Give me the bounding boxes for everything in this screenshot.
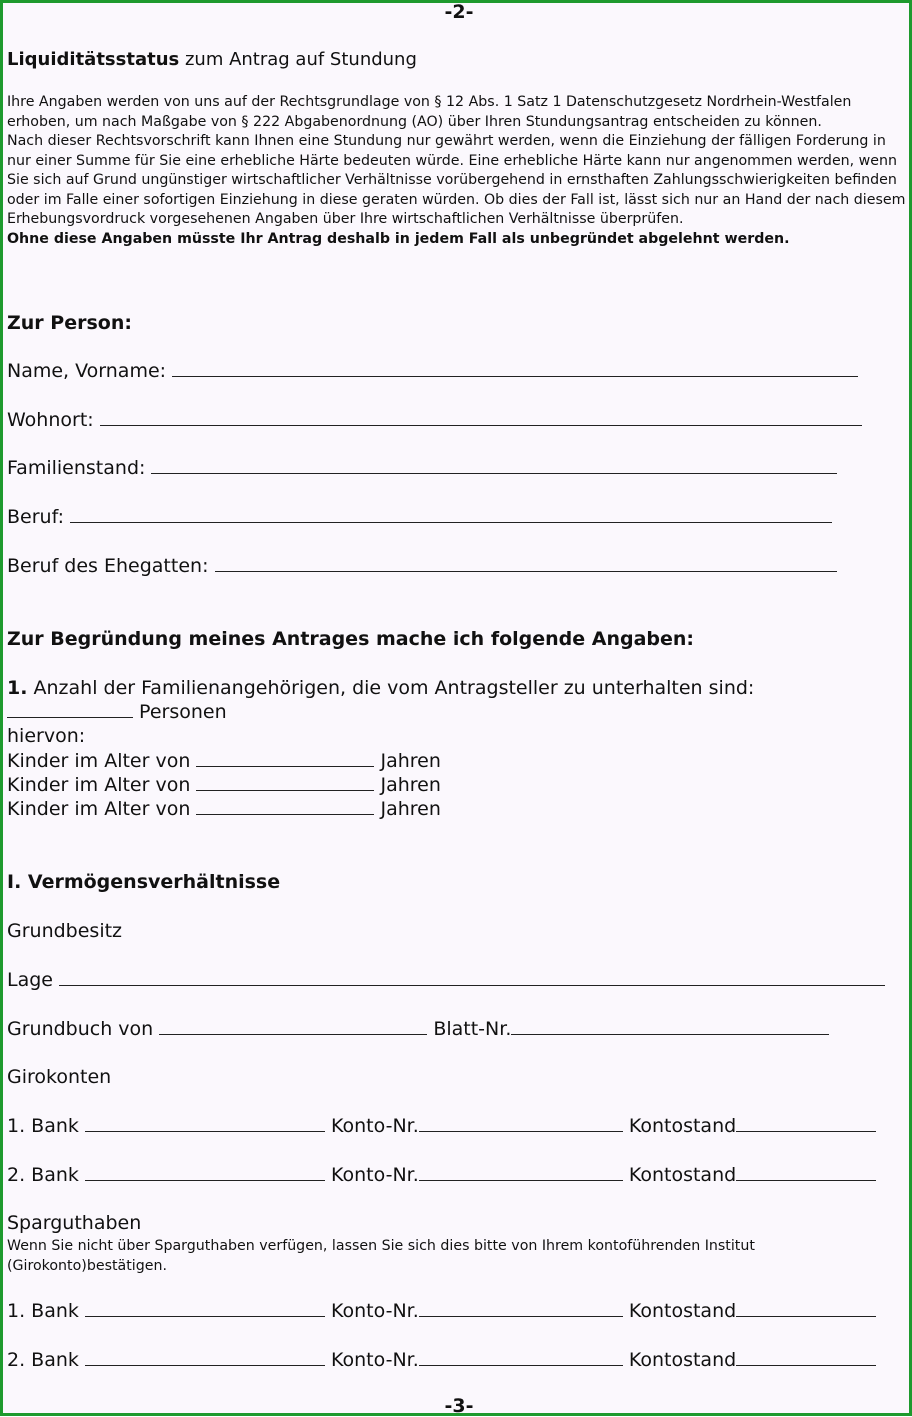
- blatt-label: Blatt-Nr.: [433, 1018, 512, 1040]
- grundbuch-input-line[interactable]: [159, 1033, 427, 1035]
- grundbuch-row: [7, 1018, 829, 1040]
- konto-label: Konto-Nr.: [330, 1164, 419, 1186]
- familienstand-label: Familienstand:: [7, 457, 146, 479]
- lage-input-line[interactable]: [59, 984, 885, 986]
- lage-row: [7, 969, 885, 991]
- kinder-row-1: [7, 750, 441, 772]
- question-1-number: 1.: [7, 677, 28, 699]
- spar-konto-input-1[interactable]: [419, 1315, 623, 1317]
- question-1-text: Anzahl der Familienangehörigen, die vom Antragsteller zu unterhalten sind:: [27, 677, 755, 699]
- spar-konto-input-2[interactable]: [419, 1364, 623, 1366]
- sparguthaben-note: Wenn Sie nicht über Sparguthaben verfügen, lassen Sie sich dies bitte von Ihrem kontoführenden Institut (Girokonto)bestätigen.: [7, 1238, 755, 1274]
- blatt-input-line[interactable]: [511, 1033, 829, 1035]
- beruf-ehegatte-label: Beruf des Ehegatten:: [7, 555, 209, 577]
- spar-kontostand-input-2[interactable]: [736, 1364, 876, 1366]
- sparguthaben-label: Sparguthaben: [7, 1212, 142, 1234]
- form-title: [7, 49, 417, 70]
- grundbuch-label: Grundbuch von: [7, 1018, 154, 1040]
- lage-label: Lage: [7, 969, 53, 991]
- name-input-line[interactable]: [172, 375, 858, 377]
- intro-paragraph-2: Nach dieser Rechtsvorschrift kann Ihnen eine Stundung nur gewährt werden, wenn die Einziehung der fälligen Forderung in nur einer Summe für Sie eine erhebliche Härte bedeuten würde. Eine erhebliche Härte kann nur angenommen werden, wenn Sie sich auf Grund ungünstiger wirtschaftlicher Verhältnisse vorübergehend in ernsthaften Zahlungsschwierigkeiten befinden oder im Falle einer sofortigen Einziehung in diese geraten würden. Ob dies der Fall ist, lässt sich nur an Hand der nach diesem Erhebungsvordruck vorgesehenen Angaben über Ihre wirtschaftlichen Verhältnisse überprüfen.: [7, 133, 906, 227]
- jahren-label: Jahren: [380, 798, 441, 820]
- wohnort-row: [7, 409, 862, 431]
- giro-bank-row-2: [7, 1164, 876, 1186]
- giro-kontostand-input-2[interactable]: [736, 1179, 876, 1181]
- beruf-input-line[interactable]: [70, 521, 832, 523]
- giro-kontostand-input-1[interactable]: [736, 1130, 876, 1132]
- beruf-row: [7, 506, 832, 528]
- giro-bank-input-1[interactable]: [85, 1130, 325, 1132]
- spar-bank-input-2[interactable]: [85, 1364, 325, 1366]
- beruf-ehegatte-row: [7, 555, 837, 577]
- kinder-label: Kinder im Alter von: [7, 774, 191, 796]
- beruf-label: Beruf:: [7, 506, 64, 528]
- bank-label: 1. Bank: [7, 1300, 79, 1322]
- personen-input-line[interactable]: [7, 716, 133, 718]
- kontostand-label: Kontostand: [628, 1300, 737, 1322]
- kinder-row-3: [7, 798, 441, 820]
- title-bold: Liquiditätsstatus: [7, 49, 180, 70]
- intro-warning: Ohne diese Angaben müsste Ihr Antrag deshalb in jedem Fall als unbegründet abgelehnt werden.: [7, 230, 790, 247]
- kontostand-label: Kontostand: [628, 1115, 737, 1137]
- spar-bank-row-1: [7, 1300, 876, 1322]
- bank-label: 2. Bank: [7, 1164, 79, 1186]
- person-heading: Zur Person:: [7, 312, 132, 334]
- jahren-label: Jahren: [380, 750, 441, 772]
- kinder-label: Kinder im Alter von: [7, 750, 191, 772]
- familienstand-input-line[interactable]: [151, 472, 837, 474]
- intro-text: [7, 93, 912, 249]
- kinder-age-input-3[interactable]: [196, 813, 374, 815]
- beruf-ehegatte-input-line[interactable]: [215, 570, 837, 572]
- name-row: [7, 360, 858, 382]
- spar-bank-input-1[interactable]: [85, 1315, 325, 1317]
- question-1: [7, 677, 754, 699]
- kinder-age-input-1[interactable]: [196, 765, 374, 767]
- giro-bank-row-1: [7, 1115, 876, 1137]
- kinder-row-2: [7, 774, 441, 796]
- kinder-age-input-2[interactable]: [196, 789, 374, 791]
- vermoegen-heading: I. Vermögensverhältnisse: [7, 871, 281, 893]
- hiervon-label: hiervon:: [7, 725, 86, 747]
- konto-label: Konto-Nr.: [330, 1115, 419, 1137]
- spar-kontostand-input-1[interactable]: [736, 1315, 876, 1317]
- giro-konto-input-2[interactable]: [419, 1179, 623, 1181]
- kontostand-label: Kontostand: [628, 1349, 737, 1371]
- konto-label: Konto-Nr.: [330, 1349, 419, 1371]
- page-number-top: -2-: [444, 1, 474, 23]
- familienstand-row: [7, 457, 837, 479]
- spar-bank-row-2: [7, 1349, 876, 1371]
- girokonten-label: Girokonten: [7, 1066, 112, 1088]
- giro-bank-input-2[interactable]: [85, 1179, 325, 1181]
- bank-label: 2. Bank: [7, 1349, 79, 1371]
- konto-label: Konto-Nr.: [330, 1300, 419, 1322]
- grundbesitz-label: Grundbesitz: [7, 920, 123, 942]
- giro-konto-input-1[interactable]: [419, 1130, 623, 1132]
- title-rest: zum Antrag auf Stundung: [179, 49, 417, 70]
- wohnort-label: Wohnort:: [7, 409, 94, 431]
- personen-label: Personen: [139, 701, 227, 723]
- begruendung-heading: Zur Begründung meines Antrages mache ich folgende Angaben:: [7, 628, 695, 650]
- intro-paragraph-1: Ihre Angaben werden von uns auf der Rechtsgrundlage von § 12 Abs. 1 Satz 1 Datenschutzgesetz Nordrhein-Westfalen erhoben, um nach Maßgabe von § 222 Abgabenordnung (AO) über Ihren Stundungsantrag entscheiden zu können.: [7, 94, 852, 130]
- kinder-label: Kinder im Alter von: [7, 798, 191, 820]
- personen-row: [7, 701, 227, 723]
- jahren-label: Jahren: [380, 774, 441, 796]
- wohnort-input-line[interactable]: [100, 424, 862, 426]
- bank-label: 1. Bank: [7, 1115, 79, 1137]
- page-number-bottom: -3-: [444, 1395, 474, 1417]
- kontostand-label: Kontostand: [628, 1164, 737, 1186]
- name-label: Name, Vorname:: [7, 360, 167, 382]
